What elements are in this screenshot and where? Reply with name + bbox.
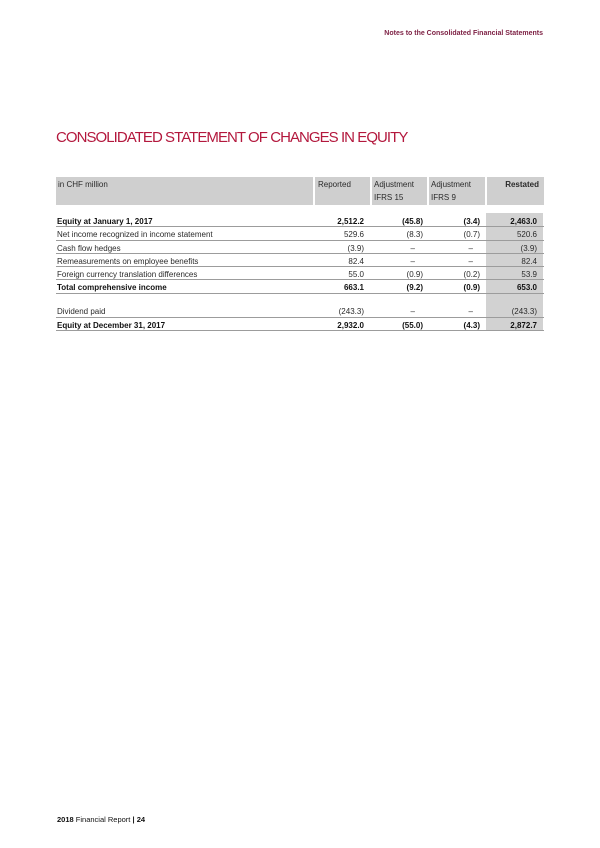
- running-header: Notes to the Consolidated Financial Statements: [384, 30, 543, 37]
- row-label: Remeasurements on employee benefits: [57, 256, 199, 266]
- cell-restated: 653.0: [516, 283, 537, 293]
- table-row: [56, 241, 544, 254]
- row-label: Dividend paid: [57, 307, 106, 317]
- column-header-line: IFRS 9: [431, 192, 456, 202]
- table-row: [56, 227, 544, 240]
- row-label: Net income recognized in income statement: [57, 230, 213, 240]
- table-row: [56, 304, 544, 317]
- column-header-line: Adjustment: [374, 180, 415, 189]
- row-label: Equity at December 31, 2017: [57, 320, 166, 330]
- cell-adjustment-ifrs15: –: [410, 307, 415, 317]
- cell-reported: (243.3): [338, 307, 364, 317]
- table-header: [56, 177, 544, 205]
- cell-adjustment-ifrs9: –: [468, 307, 473, 317]
- cell-adjustment-ifrs15: (9.2): [406, 283, 423, 293]
- cell-adjustment-ifrs9: (0.2): [463, 270, 480, 280]
- table-row: [56, 214, 544, 227]
- cell-reported: 55.0: [348, 270, 364, 280]
- column-header-adjustment-ifrs15: [370, 177, 427, 205]
- cell-adjustment-ifrs9: –: [468, 243, 473, 253]
- column-header-line: Reported: [318, 180, 351, 189]
- footer-separator: |: [132, 815, 135, 824]
- cell-restated: (3.9): [520, 243, 537, 253]
- cell-adjustment-ifrs15: (55.0): [402, 320, 423, 330]
- cell-restated: (243.3): [511, 307, 537, 317]
- cell-restated: 520.6: [516, 230, 537, 240]
- column-header-adjustment-ifrs9: [427, 177, 485, 205]
- table-body: [56, 214, 544, 331]
- table-row: [56, 318, 544, 331]
- cell-reported: 2,932.0: [337, 320, 364, 330]
- cell-adjustment-ifrs15: (8.3): [406, 230, 423, 240]
- cell-reported: (3.9): [347, 243, 364, 253]
- column-header-unit: [56, 177, 313, 205]
- cell-adjustment-ifrs9: (0.7): [463, 230, 480, 240]
- table-row: [56, 280, 544, 293]
- page-footer: [57, 815, 145, 825]
- table-row: [56, 267, 544, 280]
- cell-adjustment-ifrs9: (3.4): [463, 217, 480, 226]
- cell-adjustment-ifrs15: –: [410, 256, 415, 266]
- cell-adjustment-ifrs15: –: [410, 243, 415, 253]
- column-header-line: IFRS 15: [374, 192, 404, 202]
- cell-adjustment-ifrs9: (4.3): [463, 320, 480, 330]
- column-header-restated: [485, 177, 544, 205]
- cell-restated: 2,463.0: [510, 217, 537, 226]
- table-spacer-row: [56, 294, 544, 305]
- cell-reported: 663.1: [343, 283, 364, 293]
- row-label: Cash flow hedges: [57, 243, 121, 253]
- table-row: [56, 254, 544, 267]
- column-header-line: Restated: [505, 180, 539, 189]
- column-header-line: Adjustment: [431, 180, 472, 189]
- row-label: Foreign currency translation differences: [57, 270, 198, 280]
- cell-reported: 82.4: [348, 256, 364, 266]
- cell-adjustment-ifrs15: (0.9): [406, 270, 423, 280]
- cell-reported: 529.6: [343, 230, 364, 240]
- equity-changes-table: [56, 177, 544, 330]
- row-label: Total comprehensive income: [57, 283, 167, 293]
- footer-title: Financial Report: [75, 815, 131, 824]
- cell-restated: 82.4: [521, 256, 537, 266]
- cell-adjustment-ifrs15: (45.8): [402, 217, 423, 226]
- column-header-line: in CHF million: [58, 180, 108, 189]
- row-label: Equity at January 1, 2017: [57, 217, 153, 226]
- cell-adjustment-ifrs9: –: [468, 256, 473, 266]
- cell-restated: 2,872.7: [510, 320, 537, 330]
- column-header-reported: [313, 177, 370, 205]
- page-number: 24: [136, 815, 146, 824]
- cell-restated: 53.9: [521, 270, 537, 280]
- cell-reported: 2,512.2: [337, 217, 364, 226]
- footer-year: 2018: [57, 815, 74, 824]
- cell-adjustment-ifrs9: (0.9): [463, 283, 480, 293]
- page-title: CONSOLIDATED STATEMENT OF CHANGES IN EQUITY: [56, 129, 408, 146]
